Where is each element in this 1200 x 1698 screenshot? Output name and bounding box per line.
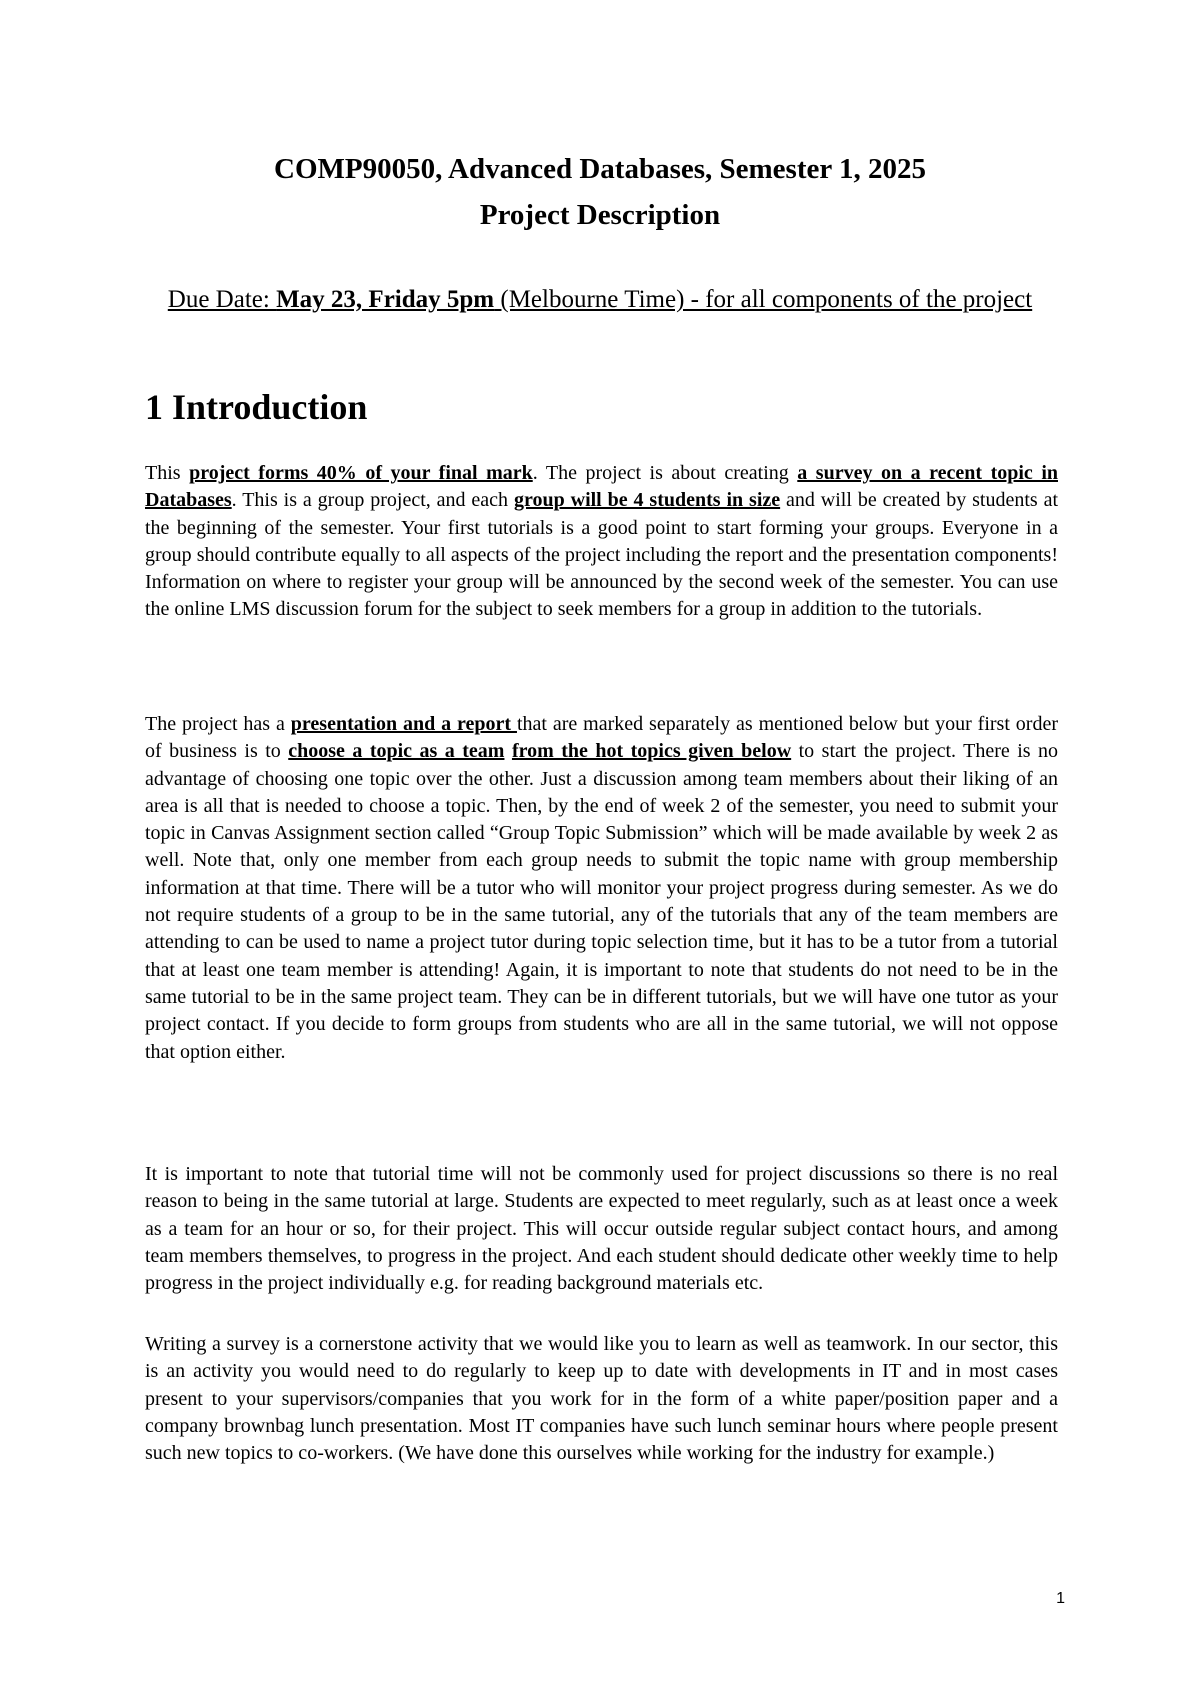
emphasis-hot-topics: from the hot topics given below xyxy=(511,740,792,763)
text-span: . This is a group project, and each xyxy=(231,489,514,512)
text-span: to start the project. There is no advantage of choosing one topic over the other. Just a discussion among team members about their liking of an area is all that is needed to choose a topic. Then, by the end of week 2 of the semester, you need to submit your topic in Canvas Assignment section called “Group Topic Submission” which will be made available by week 2 as well. Note that, only one member from each group needs to submit the topic name with group membership information at that time. There will be a tutor who will monitor your project progress during semester. As we do not require students of a group to be in the same tutorial, any of the tutorials that any of the team members are attending to can be used to name a project tutor during topic selection time, but it has to be a tutor from a tutorial that at least one team member is attending! Again, it is important to note that students do not need to be in the same tutorial to be in the same project team. They can be in different tutorials, but we will have one tutor as your project contact. If you decide to form groups from students who are all in the same tutorial, we will not oppose that option either. xyxy=(145,740,1059,1063)
due-date-label: Due Date: xyxy=(167,286,277,313)
title-line-project-description: Project Description xyxy=(479,199,721,231)
paragraph-topic-selection xyxy=(145,711,1058,1066)
text-span: that are marked separately as mentioned below but your first order of business is to xyxy=(145,713,1058,763)
paragraph-intro xyxy=(145,460,1058,624)
emphasis-group-size: group will be 4 students in size xyxy=(513,489,781,512)
text-span: Writing a survey is a cornerstone activity that we would like you to learn as well as teamwork. In our sector, this is an activity you would need to do regularly to keep up to date with developments in IT and in most cases present to your supervisors/companies that you work for in the form of a white paper/position paper and a company brownbag lunch presentation. Most IT companies have such lunch seminar hours where people present such new topics to co-workers. (We have done this ourselves while working for the industry for example.) xyxy=(145,1333,1058,1465)
text-span: and will be created by students at the beginning of the semester. Your first tutorials is a good point to start forming your groups. Everyone in a group should contribute equally to all aspects of the project including the report and the presentation components! Information on where to register your group will be announced by the second week of the semester. You can use the online LMS discussion forum for the subject to seek members for a group in addition to the tutorials. xyxy=(145,489,1059,621)
text-span: The project has a xyxy=(145,713,291,735)
text-span xyxy=(504,740,511,762)
due-date-value: May 23, Friday 5pm xyxy=(276,286,495,313)
section-heading-introduction: 1 Introduction xyxy=(145,387,368,427)
due-date-note: (Melbourne Time) - for all components of the project xyxy=(494,286,1033,313)
paragraph-survey-writing xyxy=(145,1331,1058,1467)
due-date xyxy=(150,281,1050,318)
emphasis-final-mark: project forms 40% of your final mark xyxy=(189,462,533,484)
document-title xyxy=(0,146,1200,238)
text-span: It is important to note that tutorial time will not be commonly used for project discussions so there is no real reason to being in the same tutorial at large. Students are expected to meet regularly, such as at least once a week as a team for an hour or so, for their project. This will occur outside regular subject contact hours, and among team members themselves, to progress in the project. And each student should dedicate other weekly time to help progress in the project individually e.g. for reading background materials etc. xyxy=(145,1163,1058,1295)
emphasis-choose-topic: choose a topic as a team xyxy=(288,740,505,763)
text-span: . The project is about creating xyxy=(532,462,798,484)
emphasis-presentation-report: presentation and a report xyxy=(290,713,517,735)
text-span: This xyxy=(145,462,190,484)
emphasis-survey-topic: a survey on a recent topic in Databases xyxy=(145,462,1058,512)
title-line-course: COMP90050, Advanced Databases, Semester 1, 2025 xyxy=(274,153,926,185)
page-number: 1 xyxy=(1056,1590,1065,1607)
paragraph-tutorial-time xyxy=(145,1161,1058,1297)
